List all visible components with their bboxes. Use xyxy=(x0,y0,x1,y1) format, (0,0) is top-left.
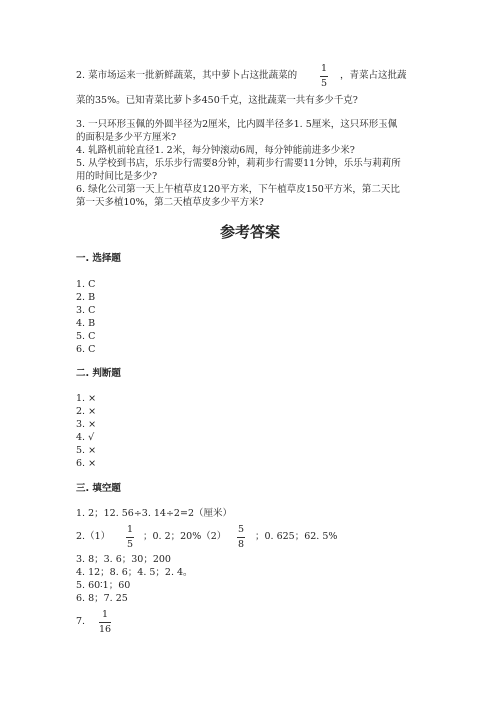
judgement-answer-2: 2. × xyxy=(76,406,97,417)
fraction-denominator: 5 xyxy=(127,538,134,550)
fill-answer-7-prefix: 7. xyxy=(76,616,86,627)
question-6-line1: 6. 绿化公司第一天上午植草皮120平方米，下午植草皮150平方米，第二天比 xyxy=(76,184,400,195)
judgement-answer-1: 1. × xyxy=(76,393,97,404)
fraction-denominator: 8 xyxy=(238,538,245,550)
fraction-five-eighths xyxy=(237,525,245,549)
fill-answer-1: 1. 2；12. 56÷3. 14÷2=2（厘米） xyxy=(76,508,232,519)
answers-title: 参考答案 xyxy=(219,223,280,241)
choice-answer-2: 2. B xyxy=(76,292,96,303)
question-4: 4. 轧路机前轮直径1. 2米，每分钟滚动6周，每分钟能前进多少米? xyxy=(76,145,355,156)
fraction-denominator: 16 xyxy=(99,623,112,635)
question-5-line1: 5. 从学校到书店，乐乐步行需要8分钟，莉莉步行需要11分钟，乐乐与莉莉所 xyxy=(76,158,401,169)
choice-answer-4: 4. B xyxy=(76,318,96,329)
question-2-line1: 2. 菜市场运来一批新鲜蔬菜，其中萝卜占这批蔬菜的 xyxy=(76,70,298,81)
section-heading-choice: 一. 选择题 xyxy=(76,253,121,264)
choice-answer-6: 6. C xyxy=(76,344,96,355)
question-2-line1-cont: ，青菜占这批蔬 xyxy=(340,70,407,81)
fill-answer-5: 5. 60∶1；60 xyxy=(76,580,131,591)
fraction-numerator: 1 xyxy=(321,63,328,74)
judgement-answer-5: 5. × xyxy=(76,445,97,456)
section-heading-fill-blank: 三. 填空题 xyxy=(76,483,121,494)
fill-answer-3: 3. 8；3. 6；30；200 xyxy=(76,554,171,565)
question-3-line2: 的面积是多少平方厘米? xyxy=(76,132,177,143)
choice-answer-3: 3. C xyxy=(76,305,96,316)
fill-answer-6: 6. 8；7. 25 xyxy=(76,593,128,604)
fill-answer-2-prefix: 2.（1） xyxy=(76,531,111,542)
choice-answer-1: 1. C xyxy=(76,279,96,290)
question-5-line2: 用的时间比是多少? xyxy=(76,171,158,182)
fraction-numerator: 5 xyxy=(238,524,245,535)
fraction-one-fifth xyxy=(320,64,328,88)
fraction-numerator: 1 xyxy=(102,609,109,620)
question-2-line2: 菜的35%。已知青菜比萝卜多450千克，这批蔬菜一共有多少千克? xyxy=(76,95,358,106)
question-3-line1: 3. 一只环形玉佩的外圆半径为2厘米，比内圆半径多1. 5厘米，这只环形玉佩 xyxy=(76,119,398,130)
fill-answer-2-middle: ；0. 2；20%（2） xyxy=(143,531,227,542)
judgement-answer-6: 6. × xyxy=(76,458,97,469)
fraction-one-sixteenth xyxy=(99,610,111,634)
fraction-numerator: 1 xyxy=(127,524,134,535)
section-heading-judgement: 二. 判断题 xyxy=(76,368,121,379)
question-6-line2: 第一天多植10%，第二天植草皮多少平方米? xyxy=(76,197,264,208)
fraction-denominator: 5 xyxy=(321,77,328,89)
fill-answer-2-suffix: ；0. 625；62. 5% xyxy=(255,531,338,542)
judgement-answer-3: 3. × xyxy=(76,419,97,430)
fill-answer-4: 4. 12；8. 6；4. 5；2. 4。 xyxy=(76,567,193,578)
judgement-answer-4: 4. √ xyxy=(76,432,95,443)
fraction-one-fifth-answer xyxy=(126,525,134,549)
choice-answer-5: 5. C xyxy=(76,331,96,342)
